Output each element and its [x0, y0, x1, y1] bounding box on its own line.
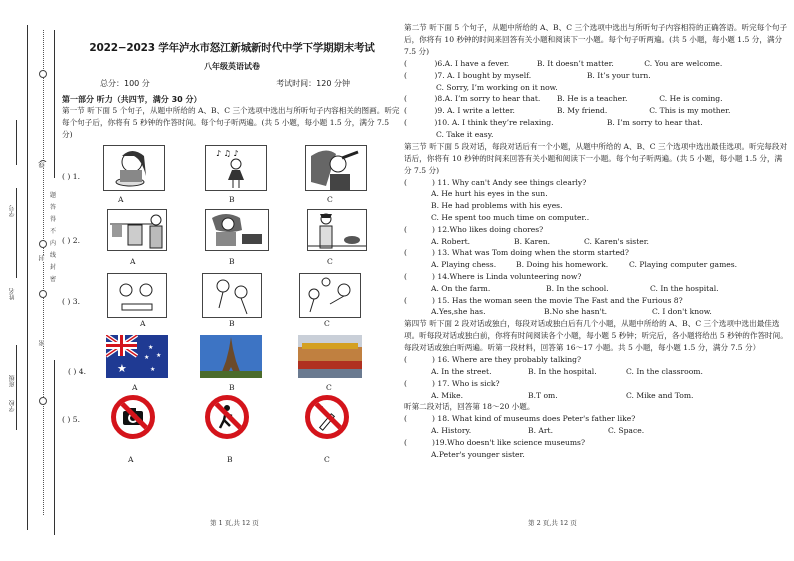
answer-blank[interactable]: ( — [404, 94, 407, 104]
option-b: B.T om. — [528, 390, 558, 400]
answer-blank[interactable]: ( — [404, 224, 407, 234]
question-stem: )8.A. I’m sorry to hear that. — [434, 94, 541, 104]
question-stem: ) 12.Who likes doing chores? — [432, 224, 544, 234]
option-b: B. It doesn’t matter. — [536, 59, 614, 68]
seal-char: 密 — [50, 276, 57, 283]
option-c: C. This is my mother. — [649, 106, 731, 116]
option-a-label: A — [128, 455, 134, 464]
no-photography-icon[interactable] — [111, 395, 155, 439]
option-a: A. On the farm. — [431, 283, 491, 293]
option-a: A. In the street. — [431, 366, 492, 376]
section4-part2-intro: 听第二段对话，回答第 18～20 小题。 — [404, 402, 535, 412]
seal-hole — [39, 290, 47, 298]
no-smoking-icon[interactable] — [305, 395, 349, 439]
option-b: B. Doing his homework. — [516, 260, 609, 270]
question-12-options — [404, 236, 789, 248]
option-b: B. It’s your turn. — [586, 70, 651, 80]
page-1-footer: 第 1 页,共 12 页 — [210, 519, 259, 527]
total-score: 总分：100 分 — [100, 79, 150, 88]
question-15 — [404, 295, 789, 307]
option-c: C. Playing computer games. — [629, 260, 738, 270]
option-a: A. Playing chess. — [431, 260, 497, 270]
option-a-label: A — [140, 319, 146, 328]
question-stem: ) 14.Where is Linda volunteering now? — [432, 271, 582, 281]
q5-options — [62, 455, 402, 485]
question-14-options — [404, 283, 789, 295]
field-student-id: 学号 — [9, 205, 16, 217]
question-14 — [404, 271, 789, 283]
seal-dotted-line — [43, 30, 44, 515]
margin-rule — [27, 25, 28, 530]
question-label: ( ) 2. — [62, 236, 80, 245]
option-a-label: A — [132, 383, 138, 392]
svg-text:★: ★ — [117, 362, 127, 375]
seal-hole — [39, 240, 47, 248]
option-b: B. He had problems with his eyes. — [431, 201, 563, 211]
option-c: C. Karen's sister. — [584, 236, 649, 246]
option-a: A. He hurt his eyes in the sun. — [431, 189, 548, 199]
option-a: A. History. — [431, 426, 472, 436]
question-stem: ) 11. Why can't Andy see things clearly? — [432, 177, 587, 187]
question-16 — [404, 354, 789, 366]
option-c: C. Space. — [608, 426, 645, 436]
option-a: A.Peter's younger sister. — [431, 449, 525, 459]
answer-blank[interactable]: ( — [404, 271, 407, 281]
eiffel-tower-icon[interactable] — [200, 335, 262, 378]
exam-page-1 — [62, 40, 402, 485]
question-10 — [404, 117, 789, 129]
question-19 — [404, 437, 789, 449]
option-c: C. You are welcome. — [644, 59, 723, 68]
seal-char: 题 — [50, 192, 57, 199]
option-a-label: A — [118, 195, 124, 204]
question-18 — [404, 413, 789, 425]
option-c-label: C — [324, 455, 330, 464]
answer-blank[interactable]: ( — [404, 355, 407, 365]
forbidden-city-icon[interactable] — [298, 335, 362, 378]
option-b: B. In the hospital. — [528, 366, 597, 376]
australia-flag-icon[interactable] — [106, 335, 168, 378]
question-stem: ) 16. Where are they probably talking? — [432, 355, 582, 365]
field-school: 学校 — [9, 400, 16, 412]
option-c-label: C — [327, 257, 333, 266]
option-b-label: B — [229, 257, 235, 266]
seal-char: 内 — [50, 240, 57, 247]
margin-rule-upper — [54, 30, 55, 178]
seal-char: 不 — [50, 228, 57, 235]
option-b-label: B — [229, 319, 235, 328]
question-6 — [404, 58, 789, 70]
question-7 — [404, 70, 789, 82]
question-9 — [404, 105, 789, 117]
question-17-options — [404, 390, 789, 402]
option-c: C. In the hospital. — [650, 283, 719, 293]
option-c: C. Take it easy. — [436, 129, 494, 139]
svg-text:♪ ♫ ♪: ♪ ♫ ♪ — [216, 149, 239, 158]
question-stem: ) 15. Has the woman seen the movie The Fast and the Furious 8? — [432, 295, 683, 305]
page-2-footer: 第 2 页,共 12 页 — [528, 519, 577, 527]
seal-char: 答 — [50, 204, 57, 211]
picture-question-2 — [62, 209, 402, 273]
girl-eating-icon[interactable] — [103, 145, 165, 191]
option-b: B. In the school. — [546, 283, 609, 293]
exam-meta — [62, 78, 402, 89]
question-stem: ) 13. What was Tom doing when the storm started? — [432, 248, 629, 258]
field-name: 姓名 — [9, 288, 16, 300]
seal-mark-xian: 线 — [39, 162, 46, 168]
option-b: B.No she hasn't. — [544, 307, 608, 317]
option-a: A. Robert. — [431, 236, 471, 246]
picture-question-3 — [62, 273, 402, 333]
svg-text:★: ★ — [156, 352, 162, 359]
exam-title: 2022−2023 学年泸水市怒江新城新时代中学下学期期末考试 — [89, 42, 375, 54]
option-c: C. He is coming. — [659, 94, 723, 104]
option-b-label: B — [229, 195, 235, 204]
part-heading: 第一部分 听力（共四节，满分 30 分） — [62, 95, 202, 104]
option-c: C. Sorry, I’m working on it now. — [436, 82, 558, 92]
question-12 — [404, 224, 789, 236]
option-c-label: C — [324, 319, 330, 328]
option-c: C. In the classroom. — [626, 366, 703, 376]
picture-question-5 — [62, 395, 402, 455]
seal-hole — [39, 397, 47, 405]
boys-playing-chess-icon[interactable] — [107, 273, 167, 318]
option-b: B. I’m sorry to hear that. — [606, 117, 703, 127]
option-a: A. Mike. — [431, 390, 464, 400]
answer-blank[interactable]: ( — [404, 378, 407, 388]
question-stem: ) 17. Who is sick? — [432, 378, 500, 388]
answer-blank[interactable]: ( — [404, 295, 407, 305]
picture-question-4 — [62, 333, 402, 395]
option-c: C. I don't know. — [652, 307, 712, 317]
question-8 — [404, 93, 789, 105]
picture-question-1 — [62, 145, 402, 209]
option-b-label: B — [227, 455, 233, 464]
question-stem: )9. A. I write a letter. — [434, 106, 515, 116]
answer-blank[interactable]: ( — [404, 70, 407, 80]
fill-line-school — [16, 345, 17, 430]
seal-char: 线 — [50, 252, 57, 259]
question-13-options — [404, 259, 789, 271]
girl-brushing-hair-icon[interactable] — [305, 145, 367, 191]
option-a-label: A — [130, 257, 136, 266]
answer-blank[interactable]: ( — [404, 59, 407, 68]
girl-singing-icon[interactable] — [205, 145, 267, 191]
seal-char: 得 — [50, 216, 57, 223]
question-11 — [404, 177, 789, 189]
question-16-options — [404, 366, 789, 378]
question-stem: ) 18. What kind of museums does Peter's father like? — [432, 414, 636, 424]
seal-mark-feng: 封 — [39, 255, 46, 261]
option-c: C. Mike and Tom. — [626, 390, 694, 400]
exam-page-2 — [404, 22, 789, 461]
answer-blank[interactable]: ( — [404, 106, 407, 116]
svg-text:★: ★ — [148, 344, 154, 351]
section4-instructions: 第四节 听下面 2 段对话或独白，每段对话或独白后有几个小题，从题中所给的 A、B、C 三个选项中选出最佳选项。听每段对话或独白前，你将有时间阅读各个小题，每小题 5 秒钟；听完后，各小题将给出 5 秒钟的作答时间。每段对话或独白听两遍。听第一段材料，回答第 16～17 小题。共 5 小题，每小题 1.5 分，满分 7.5 分） — [404, 319, 788, 353]
exam-subtitle: 八年级英语试卷 — [204, 62, 260, 71]
option-b: B. My friend. — [556, 106, 608, 116]
option-c-label: C — [327, 195, 333, 204]
hanging-laundry-icon[interactable] — [107, 209, 167, 251]
question-stem: )10. A. I think they’re relaxing. — [434, 117, 554, 127]
option-b-label: B — [229, 383, 235, 392]
answer-blank[interactable]: ( — [404, 437, 407, 447]
question-label: ( ) 1. — [62, 172, 80, 181]
section2-instructions: 第二节 听下面 5 个句子，从题中所给的 A、B、C 三个选项中选出与所听句子内容相符的正确答语。听完每个句子后，你将有 10 秒钟的时间来回答有关小题和阅读下一小题。每个句子听两遍。(共 5 小题，每小题 1.5 分，满分 7.5 分) — [404, 23, 788, 56]
seal-mark-mi: 密 — [39, 340, 46, 346]
option-c: C. He spent too much time on computer.. — [431, 212, 590, 222]
question-15-options — [404, 306, 789, 318]
question-label: ( ) 4. — [68, 367, 86, 376]
woman-cooking-icon[interactable] — [307, 209, 367, 251]
answer-blank[interactable]: ( — [404, 177, 407, 187]
question-13 — [404, 247, 789, 259]
field-class: 班级 — [9, 375, 16, 387]
section1-instructions: 第一节 听下面 5 个句子，从题中所给的 A、B、C 三个选项中选出与所听句子内容相关的图画。听完每个句子后，你将有 5 秒钟的作答时间。每个句子听两遍。(共 5 小题，每小题 1.5 分，满分 7.5 分) — [62, 106, 400, 139]
option-b: B. He is a teacher. — [556, 94, 628, 104]
seal-warning — [50, 190, 58, 286]
person-ironing-icon[interactable] — [205, 209, 269, 251]
no-pedestrians-icon[interactable] — [205, 395, 249, 439]
question-18-options — [404, 425, 789, 437]
binding-margin — [0, 0, 60, 561]
question-stem: )7. A. I bought by myself. — [434, 70, 532, 80]
answer-blank[interactable]: ( — [404, 117, 407, 127]
answer-blank[interactable]: ( — [404, 414, 407, 424]
svg-text:★: ★ — [144, 354, 150, 361]
margin-rule-lower — [54, 360, 55, 535]
exam-time: 考试时间：120 分钟 — [276, 79, 350, 88]
question-label: ( ) 3. — [62, 297, 80, 306]
seal-char: 封 — [50, 264, 57, 271]
answer-blank[interactable]: ( — [404, 248, 407, 258]
svg-text:★: ★ — [150, 366, 156, 373]
seal-hole — [39, 70, 47, 78]
fill-line-id — [16, 120, 17, 165]
option-a: A.Yes,she has. — [431, 307, 486, 317]
option-b: B. Karen. — [514, 236, 551, 246]
question-stem: )6.A. I have a fever. — [434, 59, 510, 68]
fill-line-name — [16, 188, 17, 278]
option-c-label: C — [326, 383, 332, 392]
option-b: B. Art. — [528, 426, 553, 436]
section3-instructions: 第三节 听下面 5 段对话，每段对话后有一个小题，从题中所给的 A、B、C 三个选项中选出最佳选项。听完每段对话后，你将有 10 秒钟的时间来回答有关小题和阅读下一小题。每个句子听两遍。(共 5 小题，每小题 1.5 分，满分 7.5 分) — [404, 141, 788, 175]
boys-playing-soccer-icon[interactable] — [299, 273, 361, 318]
boys-running-icon[interactable] — [202, 273, 262, 318]
question-stem: )19.Who doesn't like science museums? — [432, 437, 586, 447]
question-17 — [404, 378, 789, 390]
question-label: ( ) 5. — [62, 415, 80, 424]
